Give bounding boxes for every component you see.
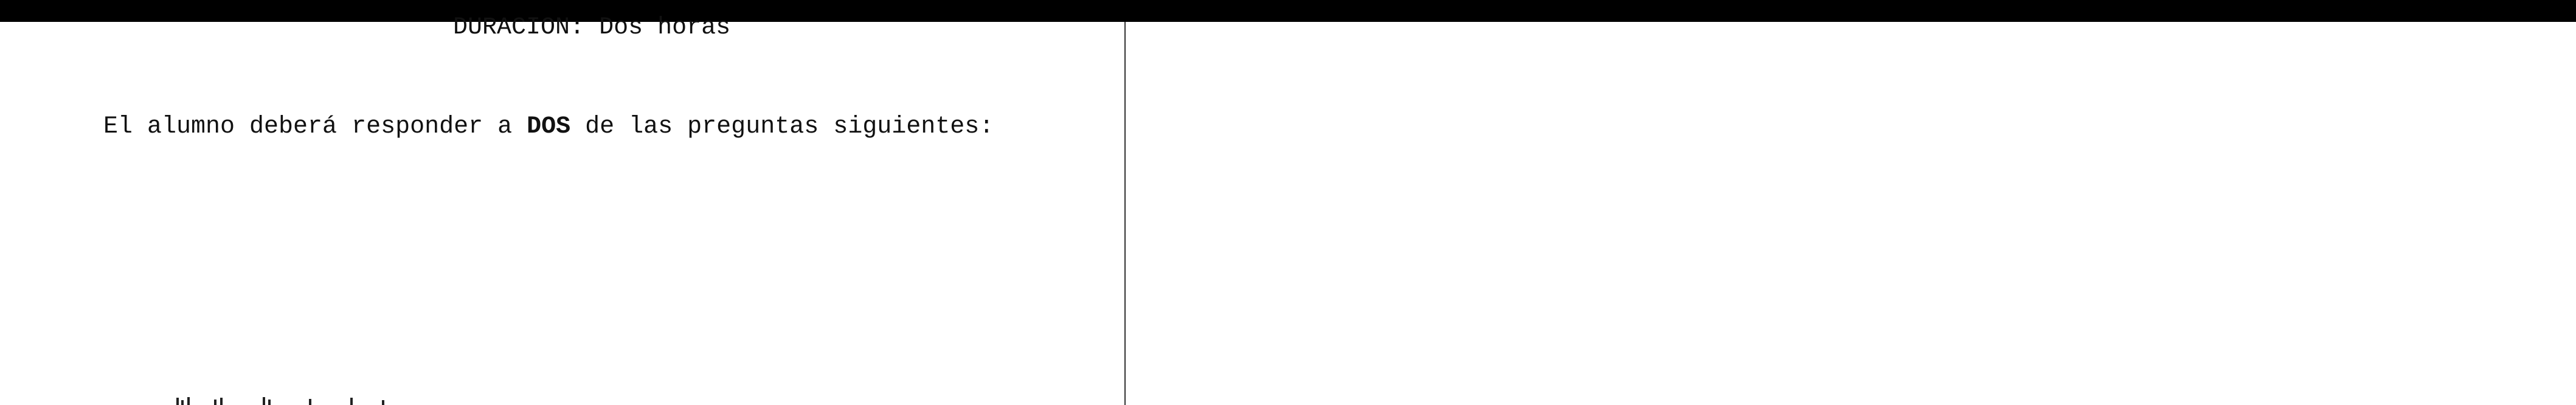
duration-value: Dos horas (599, 14, 731, 41)
duration-label: DURACION: (453, 14, 585, 41)
instruction-line (103, 112, 994, 142)
scan-top-bar (0, 0, 2576, 22)
cropped-next-line (176, 395, 395, 405)
instruction-before: El alumno deberá responder a (103, 113, 527, 140)
instruction-after: de las preguntas siguientes: (570, 113, 994, 140)
instruction-emphasis: DOS (527, 113, 571, 140)
duration-line (453, 13, 730, 43)
page-edge-rule (1124, 22, 1126, 405)
